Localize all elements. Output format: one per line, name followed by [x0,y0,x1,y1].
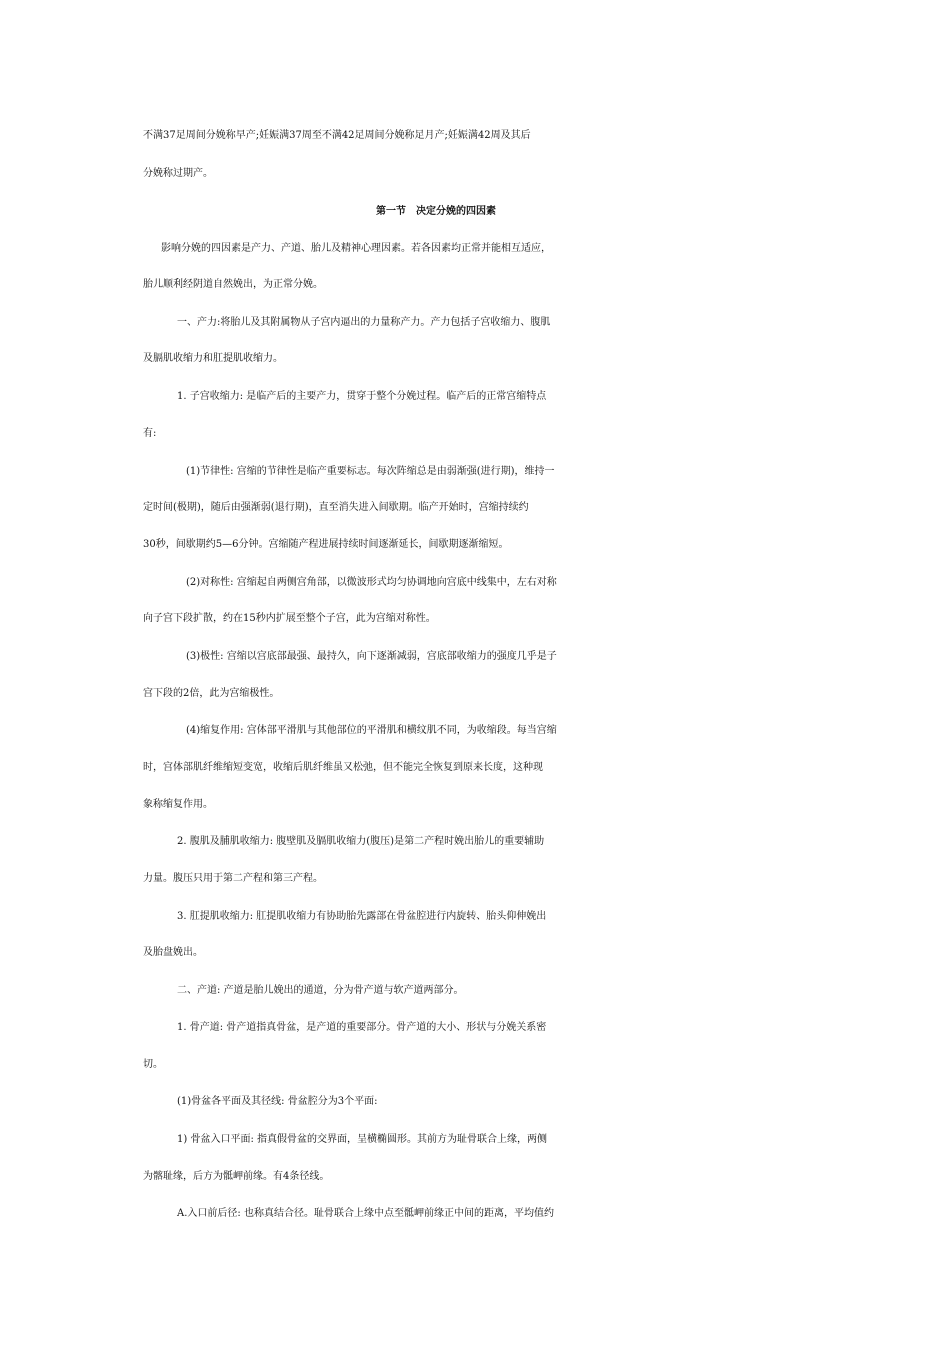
text-line: 分娩称过期产。 [143,168,213,179]
text-line: 二、产道: 产道是胎儿娩出的通道，分为骨产道与软产道两部分。 [177,985,464,996]
text-line: (2)对称性: 宫缩起自两侧宫角部，以微波形式均匀协调地向宫底中线集中，左右对称 [186,577,557,588]
text-line: 不满37足周间分娩称早产;妊娠满37周至不满42足周间分娩称足月产;妊娠满42周及其后 [143,130,531,141]
text-line: A.入口前后径: 也称真结合径。耻骨联合上缘中点至骶岬前缘正中间的距离，平均值约 [177,1208,554,1219]
text-line: 宫下段的2倍，此为宫缩极性。 [143,688,280,699]
text-line: 力量。腹压只用于第二产程和第三产程。 [143,873,323,884]
text-line: 一、产力:将胎儿及其附属物从子宫内逼出的力量称产力。产力包括子宫收缩力、腹肌 [177,317,551,328]
text-line: (4)缩复作用: 宫体部平滑肌与其他部位的平滑肌和横纹肌不同，为收缩段。每当宫缩 [186,725,557,736]
text-line: 切。 [143,1059,163,1070]
text-line: 为髂耻缘，后方为骶岬前缘。有4条径线。 [143,1171,330,1182]
text-line: 及胎盘娩出。 [143,947,203,958]
text-line: (1)节律性: 宫缩的节律性是临产重要标志。每次阵缩总是由弱渐强(进行期)，维持一 [186,466,555,477]
text-line: 30秒，间歇期约5—6分钟。宫缩随产程进展持续时间逐渐延长，间歇期逐渐缩短。 [143,539,509,550]
text-line: 向子宫下段扩散，约在15秒内扩展至整个子宫，此为宫缩对称性。 [143,613,436,624]
text-line: 2. 腹肌及脯肌收缩力: 腹壁肌及膈肌收缩力(腹压)是第二产程时娩出胎儿的重要辅助 [177,836,545,847]
text-line: 胎儿顺利经阴道自然娩出，为正常分娩。 [143,279,323,290]
text-line: 时，宫体部肌纤维缩短变宽，收缩后肌纤维虽又松弛，但不能完全恢复到原来长度，这种现 [143,762,543,773]
text-line: 象称缩复作用。 [143,799,213,810]
text-line: 及膈肌收缩力和肛提肌收缩力。 [143,353,283,364]
text-line: 定时间(极期)，随后由强渐弱(退行期)，直至消失进入间歇期。临产开始时，宫缩持续约 [143,502,529,513]
section-heading: 第一节 决定分娩的四因素 [376,206,496,217]
text-line: 有: [143,428,157,439]
text-line: 3. 肛提肌收缩力: 肛提肌收缩力有协助胎先露部在骨盆腔进行内旋转、胎头仰伸娩出 [177,911,547,922]
text-line: 影响分娩的四因素是产力、产道、胎儿及精神心理因素。若各因素均正常并能相互适应， [161,243,551,254]
text-line: 1) 骨盆入口平面: 指真假骨盆的交界面，呈横椭圆形。其前方为耻骨联合上缘，两侧 [177,1134,547,1145]
text-line: 1. 骨产道: 骨产道指真骨盆，是产道的重要部分。骨产道的大小、形状与分娩关系密 [177,1022,547,1033]
text-line: 1. 子宫收缩力: 是临产后的主要产力，贯穿于整个分娩过程。临产后的正常宫缩特点 [177,391,547,402]
text-line: (3)极性: 宫缩以宫底部最强、最持久，向下逐渐减弱，宫底部收缩力的强度几乎是子 [186,651,557,662]
text-line: (1)骨盆各平面及其径线: 骨盆腔分为3个平面: [177,1096,378,1107]
